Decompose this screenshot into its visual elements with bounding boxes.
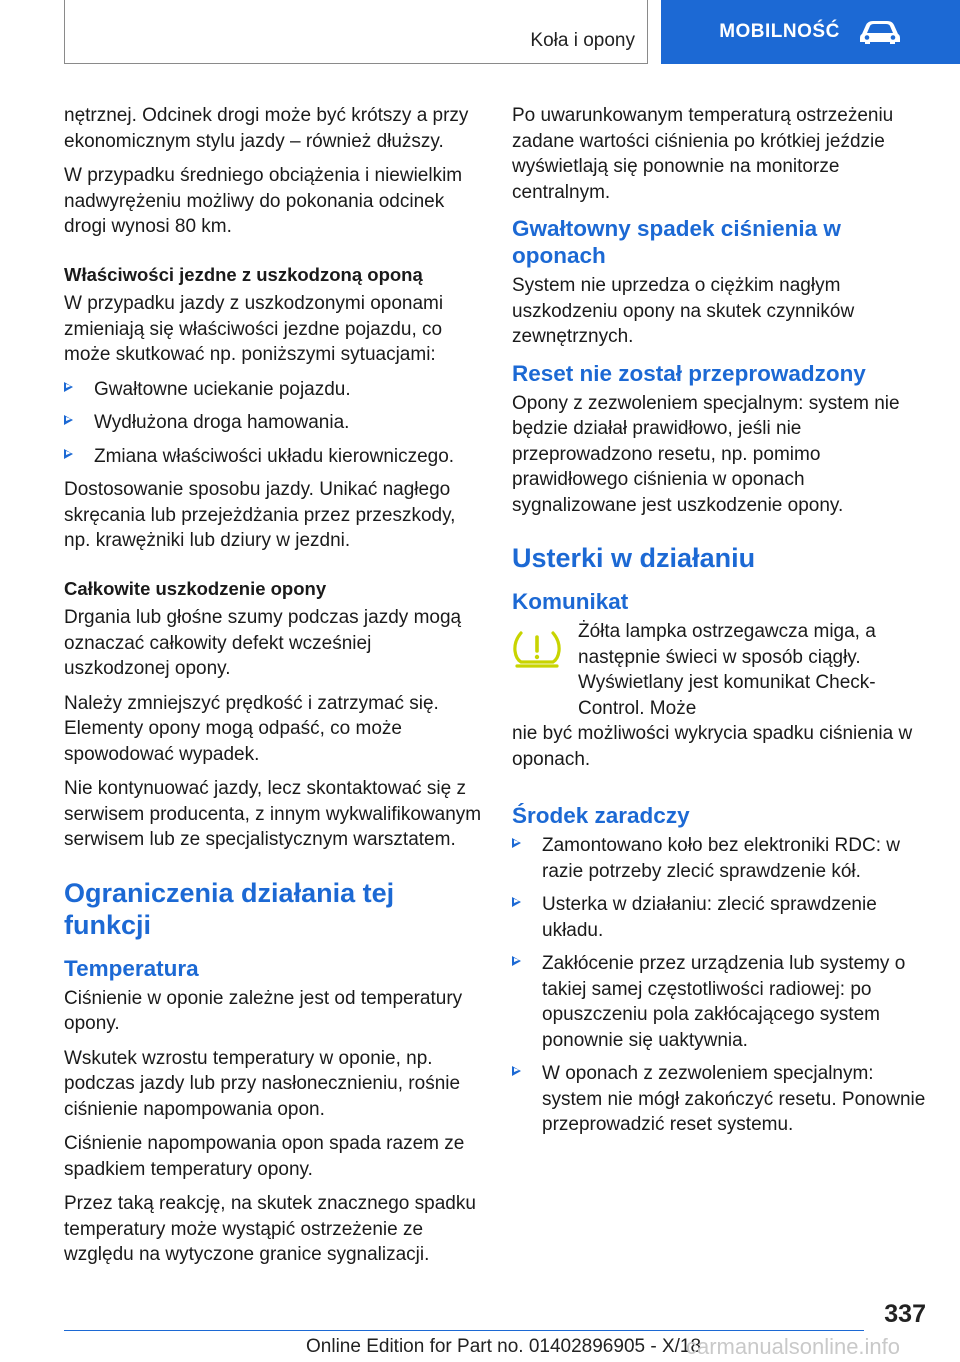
list-item: Zmiana właściwości układu kierowniczego. — [64, 444, 482, 470]
paragraph: System nie uprzedza o ciężkim nagłym uszkodzeniu opony na skutek czynników zewnętrznych. — [512, 275, 855, 347]
heading-total-damage: Całkowite uszkodzenie opony — [64, 577, 327, 599]
paragraph: nętrznej. Odcinek drogi może być krótszy a przy ekonomicznym stylu jazdy – również dłuższy. — [64, 105, 469, 152]
warning-block — [512, 619, 928, 721]
list-item: Wydłużona droga hamowania. — [64, 410, 482, 436]
tab-mobilnosc[interactable] — [661, 0, 960, 64]
triangle-bullet-icon — [512, 956, 521, 966]
paragraph: W przypadku jazdy z uszkodzonymi oponami zmieniają się właściwości jezdne pojazdu, co może skutkować np. poniższymi sytuacjami: — [64, 293, 444, 365]
triangle-bullet-icon — [64, 382, 73, 392]
paragraph: Nie kontynuować jazdy, lecz skontaktować się z serwisem producenta, z innym wykwalifikowanym serwisem lub ze specjalistycznym warsztatem. — [64, 778, 482, 850]
paragraph: Przez taką reakcję, na skutek znacznego spadku temperatury może wystąpić ostrzeżenie ze względu na wytyczone granice sygnalizacji. — [64, 1193, 476, 1265]
heading-sudden-pressure-drop: Gwałtowny spadek ciśnienia w oponach — [512, 216, 841, 268]
paragraph: Ciśnienie w oponie zależne jest od temperatury opony. — [64, 987, 463, 1034]
triangle-bullet-icon — [512, 1066, 521, 1076]
heading-driving-properties: Właściwości jezdne z uszkodzoną oponą — [64, 263, 423, 285]
triangle-bullet-icon — [512, 838, 521, 848]
footer-watermark: carmanualsonline.info — [686, 1334, 901, 1359]
triangle-bullet-icon — [64, 449, 73, 459]
heading-reset-not-performed: Reset nie został przeprowadzony — [512, 360, 866, 386]
bullet-list — [64, 377, 482, 470]
triangle-bullet-icon — [64, 415, 73, 425]
footer-divider — [64, 1330, 864, 1331]
paragraph: Po uwarunkowanym temperaturą ostrzeżeniu zadane wartości ciśnienia po krótkiej jeździe wyświetlają się ponownie na monitorze centralnym. — [512, 105, 894, 203]
paragraph: nie być możliwości wykrycia spadku ciśnienia w oponach. — [512, 723, 913, 770]
list-item: Gwałtowne uciekanie pojazdu. — [64, 377, 482, 403]
paragraph: Dostosowanie sposobu jazdy. Unikać nagłego skręcania lub przejeżdżania przez przeszkody, np. krawężniki lub dziury w jezdni. — [64, 479, 456, 551]
right-column — [512, 103, 928, 1146]
paragraph: W przypadku średniego obciążenia i niewielkim nadwyrężeniu możliwy do pokonania odcinek drogi wynosi 80 km. — [64, 165, 463, 237]
heading-function-limits: Ograniczenia działania tej funkcji — [64, 877, 395, 940]
paragraph: Wskutek wzrostu temperatury w oponie, np. podczas jazdy lub przy nasłonecznieniu, rośnie ciśnienie napompowania opon. — [64, 1047, 461, 1120]
paragraph: Należy zmniejszyć prędkość i zatrzymać się. Elementy opony mogą odpaść, co może spowodować wypadek. — [64, 692, 439, 765]
paragraph: Opony z zezwoleniem specjalnym: system nie będzie działał prawidłowo, jeśli nie przeprowadzono resetu, np. pomimo prawidłowego ciśnienia w oponach sygnalizowane jest uszkodzenie opony. — [512, 392, 900, 516]
list-item: Zakłócenie przez urządzenia lub systemy o takiej samej częstotliwości radiowej: po opuszczeniu pola zakłócającego system ponownie się uaktywnia. — [512, 951, 928, 1053]
list-item: W oponach z zezwoleniem specjalnym: system nie mógł zakończyć resetu. Ponownie przeprowadzić reset systemu. — [512, 1061, 928, 1138]
paragraph: Drgania lub głośne szumy podczas jazdy mogą oznaczać całkowity defekt wcześniej uszkodzonej opony. — [64, 607, 462, 679]
heading-remedy: Środek zaradczy — [512, 803, 690, 828]
header-section-title: Koła i opony — [530, 30, 635, 51]
list-item: Usterka w działaniu: zlecić sprawdzenie układu. — [512, 892, 928, 943]
triangle-bullet-icon — [512, 897, 521, 907]
heading-message: Komunikat — [512, 589, 629, 614]
bullet-list — [512, 833, 928, 1138]
footer-edition: Online Edition for Part no. 01402896905 - X/18 — [306, 1336, 702, 1357]
car-icon — [858, 19, 902, 45]
paragraph: Ciśnienie napompowania opon spada razem ze spadkiem temperatury opony. — [64, 1133, 465, 1180]
tab-mobilnosc-label: MOBILNOŚĆ — [719, 21, 840, 42]
warning-text: Żółta lampka ostrzegawcza miga, a następnie świeci w sposób ciągły. Wyświetlany jest komunikat Check-Control. Może — [578, 621, 876, 719]
list-item: Zamontowano koło bez elektroniki RDC: w razie potrzeby zlecić sprawdzenie kół. — [512, 833, 928, 884]
page-number: 337 — [884, 1300, 926, 1328]
tire-pressure-warning-icon — [512, 629, 562, 669]
heading-temperature: Temperatura — [64, 955, 199, 981]
heading-malfunctions: Usterki w działaniu — [512, 543, 756, 573]
left-column — [64, 103, 482, 1277]
